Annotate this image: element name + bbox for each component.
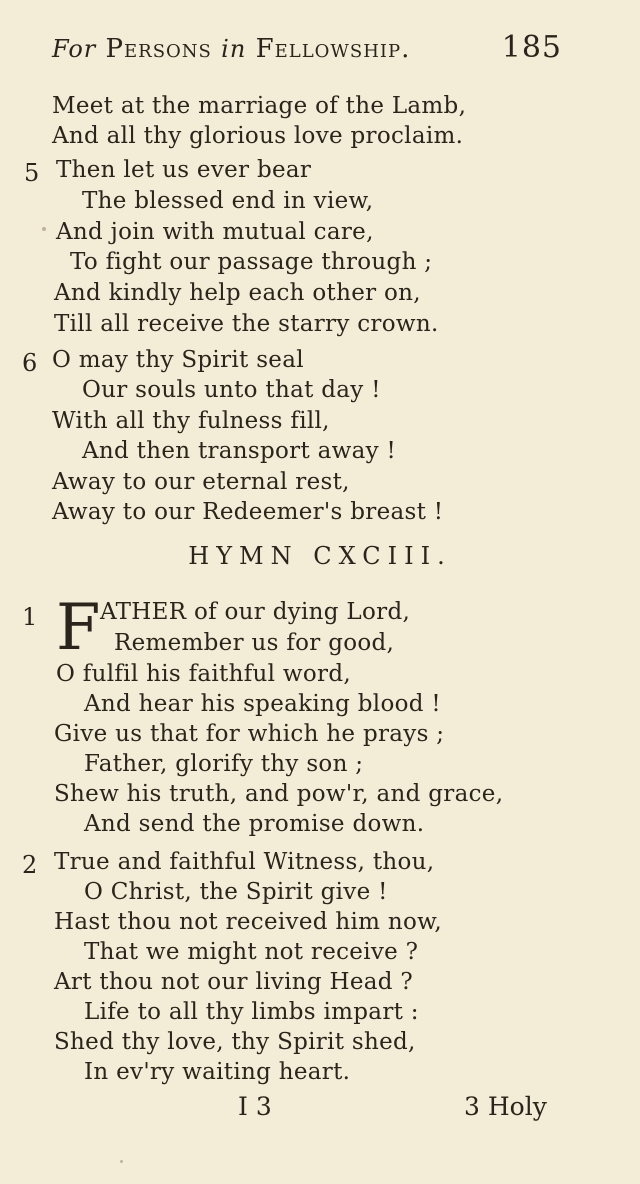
- verse-line: O may thy Spirit seal: [52, 347, 304, 373]
- drop-cap: F: [56, 591, 101, 665]
- verse-number: 1: [22, 603, 38, 631]
- verse-line: Away to our eternal rest,: [52, 469, 350, 495]
- verse-number: 2: [22, 851, 38, 879]
- title-main: Persons: [105, 34, 212, 64]
- paper-speck: [42, 227, 46, 231]
- verse-line: With all thy fulness fill,: [52, 408, 330, 434]
- verse-line: Till all receive the starry crown.: [54, 311, 439, 337]
- verse-line: Life to all thy limbs impart :: [84, 999, 419, 1025]
- hymn-title: HYMN CXCIII.: [188, 542, 452, 570]
- verse-line: And all thy glorious love proclaim.: [52, 123, 464, 149]
- catchword: 3 Holy: [464, 1092, 547, 1121]
- verse-line: Shed thy love, thy Spirit shed,: [54, 1029, 416, 1055]
- verse-line: Remember us for good,: [114, 630, 395, 656]
- title-prefix: For: [52, 35, 97, 63]
- verse-line: And then transport away !: [82, 438, 397, 464]
- verse-line: And join with mutual care,: [56, 219, 374, 245]
- running-header: [52, 30, 562, 70]
- verse-line: Meet at the marriage of the Lamb,: [52, 93, 467, 119]
- page-number: 185: [501, 30, 562, 65]
- verse-line: O fulfil his faithful word,: [56, 661, 351, 687]
- verse-line: And hear his speaking blood !: [84, 691, 441, 717]
- verse-line: In ev'ry waiting heart.: [84, 1059, 351, 1085]
- verse-number: 5: [24, 159, 40, 187]
- title-in: in: [221, 35, 247, 63]
- verse-line: That we might not receive ?: [84, 939, 419, 965]
- verse-line: The blessed end in view,: [82, 188, 374, 214]
- paper-speck: [120, 1160, 123, 1163]
- verse-line: Away to our Redeemer's breast !: [52, 499, 444, 525]
- verse-line: Shew his truth, and pow'r, and grace,: [54, 781, 504, 807]
- verse-line: True and faithful Witness, thou,: [54, 849, 435, 875]
- verse-line: Art thou not our living Head ?: [54, 969, 414, 995]
- running-title: [52, 34, 410, 64]
- verse-line: Father, glorify thy son ;: [84, 751, 364, 777]
- verse-line: Hast thou not received him now,: [54, 909, 442, 935]
- verse-line: Our souls unto that day !: [82, 377, 381, 403]
- verse-line: And kindly help each other on,: [54, 280, 421, 306]
- verse-line: O Christ, the Spirit give !: [84, 879, 388, 905]
- title-end: Fellowship.: [255, 34, 411, 64]
- verse-number: 6: [22, 349, 38, 377]
- verse-line: And send the promise down.: [84, 811, 425, 837]
- signature-mark: I 3: [238, 1092, 272, 1121]
- verse-line: Give us that for which he prays ;: [54, 721, 445, 747]
- verse-line: ATHER of our dying Lord,: [100, 599, 411, 625]
- verse-line: To fight our passage through ;: [70, 249, 433, 275]
- verse-line: Then let us ever bear: [56, 157, 312, 183]
